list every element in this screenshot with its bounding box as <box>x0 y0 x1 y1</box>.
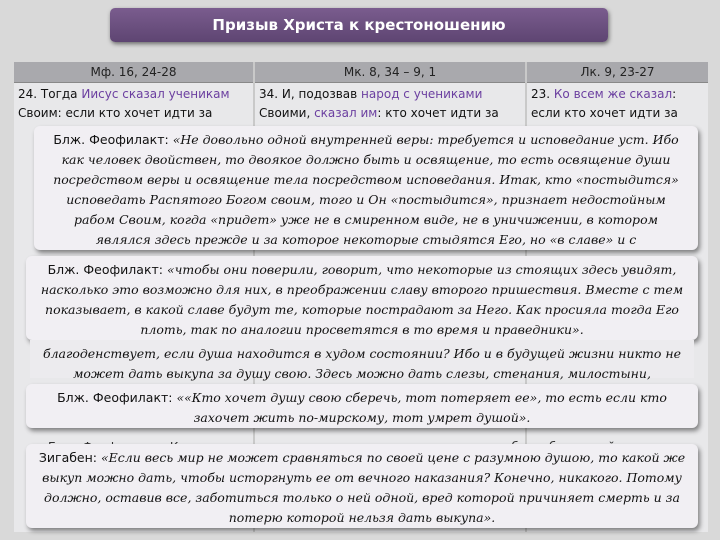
verse-text <box>527 83 708 125</box>
verse-line: если кто хочет идти за <box>531 106 678 120</box>
column-header: Лк. 9, 23-27 <box>527 62 708 83</box>
verse-number: 23. <box>531 87 554 101</box>
commentary-author: Блж. Феофилакт: <box>47 262 167 277</box>
commentary-box <box>30 340 694 381</box>
verse-number: 34. И, подозвав <box>259 87 362 101</box>
verse-line: Своими, <box>259 106 315 120</box>
verse-line: : кто хочет идти за <box>377 106 499 120</box>
column-header: Мк. 8, 34 – 9, 1 <box>255 62 525 83</box>
commentary-text: благоденствует, если душа находится в худом состоянии? Ибо и в будущей жизни никто не может дать выкупа за душу свою. Здесь можно дать слезы, стенания, милостыни, <box>42 346 682 381</box>
column-header: Мф. 16, 24-28 <box>14 62 253 83</box>
verse-number: 24. Тогда <box>18 87 82 101</box>
commentary-text: «Если весь мир не может сравняться по своей цене с разумною душою, то какой же выкуп можно дать, чтобы исторгнуть ее от вечного наказания? Конечно, никакого. Потому должно, оставив все, заботиться только о ней одной, вред которой причиняет смерть и за потерю которой нельзя дать выкупа». <box>42 450 686 525</box>
commentary-author: Блж. Феофилакт: <box>53 132 173 147</box>
slide-title: Призыв Христа к крестоношению <box>110 8 608 42</box>
commentary-box <box>34 126 698 250</box>
highlighted-text: Иисус сказал ученикам <box>81 87 230 101</box>
verse-text <box>14 83 253 125</box>
highlighted-text: Ко всем же сказал <box>553 87 673 101</box>
verse-text <box>255 83 525 125</box>
commentary-text: «чтобы они поверили, говорит, что некоторые из стоящих здесь увидят, насколько это возможно для них, в преображении славу второго пришествия. Вместе с тем показывает, в какой славе будут те, которые пострадают за Него. Как просияла тогда Его плоть, так по аналогии просветятся в то время и праведники». <box>40 262 684 337</box>
commentary-author: Блж. Феофилакт: <box>57 390 177 405</box>
commentary-box <box>26 444 698 528</box>
commentary-text: ««Кто хочет душу свою сберечь, тот потеряет ее», то есть если кто захочет жить по-мирскому, тот умрет душой». <box>176 390 667 425</box>
verse-line: Своим: если кто хочет идти за <box>18 106 213 120</box>
commentary-text: «Не довольно одной внутренней веры: требуется и исповедание уст. Ибо как человек двойствен, то двоякое должно быть и освящение, то есть освящение души посредством веры и освящение тела посредством исповедания. Итак, кто «постыдится» исповедать Распятого Богом своим, того и Он «постыдится», признает недостойным рабом Своим, когда «придет» уже не в смиренном виде, не в уничижении, в котором являлся здесь прежде и за которое некоторые стыдятся Его, но «в славе» и с <box>53 132 679 247</box>
verse-line: : <box>672 87 677 101</box>
commentary-author: Зигабен: <box>38 450 101 465</box>
highlighted-text: народ с учениками <box>361 87 483 101</box>
highlighted-text: сказал им <box>314 106 378 120</box>
commentary-box <box>26 384 698 428</box>
commentary-box <box>26 256 698 340</box>
